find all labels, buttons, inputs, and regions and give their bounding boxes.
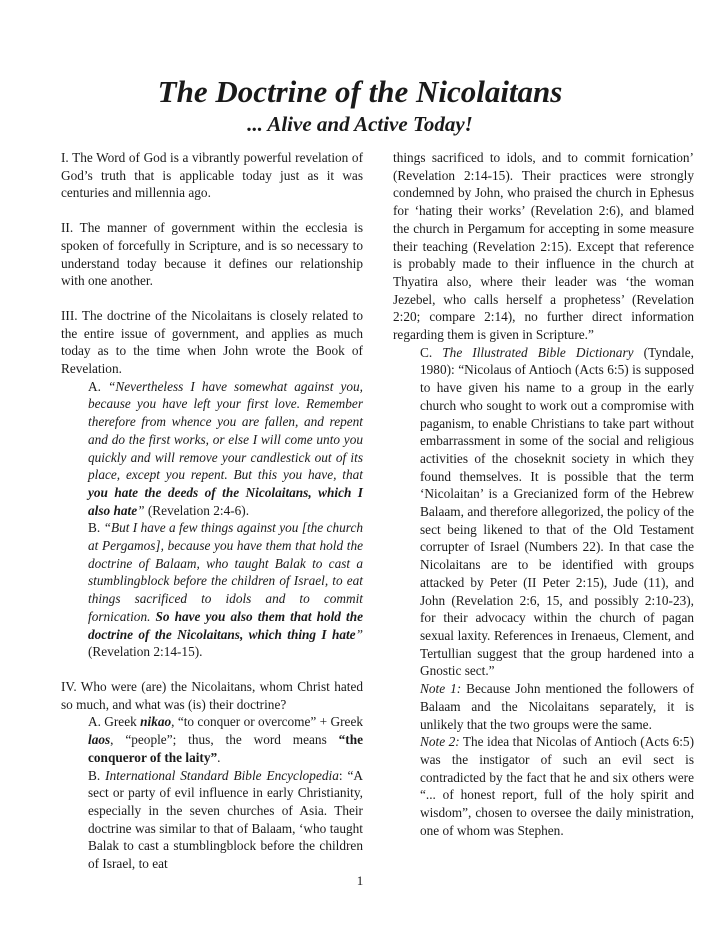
item-c-pre: C. [420, 344, 433, 360]
quote-b [61, 519, 363, 661]
item-a-laos: laos [88, 732, 111, 748]
item-b-pre: B. [88, 767, 101, 783]
item-a-end: . [217, 749, 221, 765]
page-number: 1 [356, 873, 364, 888]
right-paragraph-continued: things sacrificed to idols, and to commit fornication’ (Revelation 2:14-15). Their practices were strongly condemned by John, who praised the church in Ephesus for ‘hating their works’ (Revelation 2:6), and blamed the church in Pergamum for accepting in some measure their teaching (Revelation 2:15). Except that reference is probably made to their influence in the church at Thyatira also, where their leader was ‘the woman Jezebel, who calls herself a prophetess’ (Revelation 2:20; compare 2:14), no further direct information regarding them is given in Scripture.” [393, 150, 694, 343]
paragraph-i: I. The Word of God is a vibrantly powerful revelation of God’s truth that is applicable today just as it was centuries and millennia ago. [61, 150, 363, 201]
item-a-pre: A. Greek [88, 714, 137, 730]
quote-a-close: ” [137, 502, 145, 518]
page-title: The Doctrine of the Nicolaitans [157, 74, 563, 109]
quote-a-ref: (Revelation 2:4-6). [147, 502, 250, 518]
quote-a-text: “Nevertheless I have somewhat against you, because you have left your first love. Remember therefore from whence you are fallen, and repent and do the first works, or else I will come unto you quickly and will remove your candlestick out of its place, except you repent. But this you have, that [88, 378, 363, 483]
item-a-nikao: nikao [140, 714, 172, 730]
note-2 [393, 733, 694, 839]
item-b [61, 767, 363, 873]
item-b-text: : “A sect or party of evil influence in early Christianity, especially in the seven churches of Asia. Their doctrine was similar to that of Balaam, ‘who taught Balak to cast a stumblingblock before the children of Israel, to eat [88, 767, 364, 872]
quote-a-label: A. [88, 378, 101, 394]
quote-b-bold: So have you also them that hold the doctrine of the Nicolaitans, which thing I hate [88, 608, 363, 642]
left-column [61, 149, 363, 873]
item-c-source: The Illustrated Bible Dictionary [442, 344, 634, 360]
note-2-label: Note 2: [420, 734, 460, 750]
item-a-mid2: , “people”; thus, the word means [110, 732, 327, 748]
quote-b-text: “But I have a few things against you [the church at Pergamos], because you have them that hold the doctrine of Balaam, who taught Balak to cast a stumblingblock before the children of Israel, to eat things sacrificed to idols and to commit fornication. [88, 520, 363, 624]
note-1 [393, 680, 694, 733]
item-b-source: International Standard Bible Encyclopedia [105, 767, 339, 783]
item-a-bold: “the conqueror of the laity” [88, 732, 363, 765]
quote-a-bold: you hate the deeds of the Nicolaitans, which I also hate [88, 484, 363, 518]
note-1-label: Note 1: [420, 681, 462, 697]
quote-a [61, 378, 363, 520]
page-subtitle: ... Alive and Active Today! [247, 112, 473, 136]
item-c-text: (Tyndale, 1980): “Nicolaus of Antioch (Acts 6:5) is supposed to have given his name to a group in the early church who sought to work out a compromise with paganism, to enable Christians to take part without embarrassment in some of the social and religious activities of the choseknit society in which they found themselves. It is possible that the term ‘Nicolaitan’ is a Grecianized form of the Hebrew Balaam, and therefore allegorized, the policy of the sect being likened to that of the Old Testament corrupter of Israel (Numbers 22). In that case the Nicolaitans are to be identified with groups attacked by Peter (II Peter 2:15), Jude (11), and John (Revelation 2:6, 15, and possibly 2:10-23), for their advocacy within the church of pagan sexual laxity. References in Irenaeus, Clement, and Tertullian suggest that the group hardened into a Gnostic sect.” [420, 344, 694, 679]
quote-b-ref: (Revelation 2:14-15). [88, 644, 203, 660]
quote-b-label: B. [88, 520, 101, 536]
paragraph-ii: II. The manner of government within the ecclesia is spoken of forcefully in Scripture, and is so necessary to understand today because it defines our relationship with one another. [61, 220, 363, 289]
right-column [393, 149, 694, 839]
paragraph-iii: III. The doctrine of the Nicolaitans is closely related to the entire issue of government, and applies as much today as to the time when John wrote the Book of Revelation. [61, 307, 363, 377]
quote-b-close: ” [355, 626, 363, 642]
paragraph-iv: IV. Who were (are) the Nicolaitans, whom Christ hated so much, and what was (is) their doctrine? [61, 678, 363, 712]
note-2-text: The idea that Nicolas of Antioch (Acts 6:5) was the instigator of such an evil sect is contradicted by the fact that he and six others were “... of honest report, full of the holy spirit and wisdom”, chosen to oversee the daily ministration, one of whom was Stephen. [420, 734, 694, 838]
note-1-text: Because John mentioned the followers of Balaam and the Nicolaitans separately, it is unlikely that the two groups were the same. [420, 681, 695, 732]
item-c [393, 344, 694, 680]
item-a-mid1: , “to conquer or overcome” + Greek [171, 714, 363, 730]
item-a [61, 713, 363, 766]
